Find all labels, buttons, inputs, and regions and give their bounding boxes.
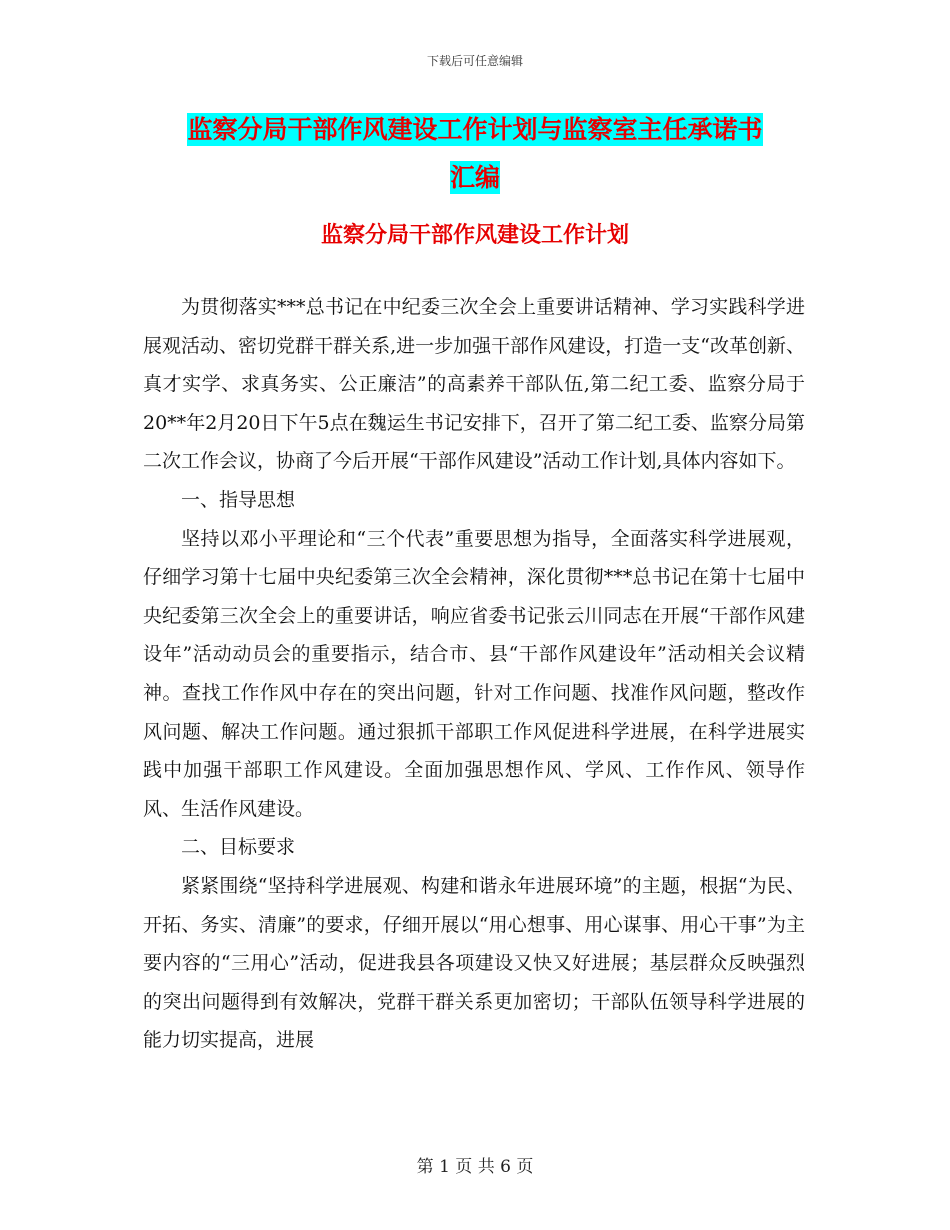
header-note: 下载后可任意编辑 — [426, 54, 523, 68]
paragraph-intro: 为贯彻落实***总书记在中纪委三次全会上重要讲话精神、学习实践科学进展观活动、密切党群干群关系,进一步加强干部作风建设，打造一支“改革创新、真才实学、求真务实、公正廉洁”的高素养干部队伍,第二纪工委、监察分局于20**年2月20日下午5点在魏运生书记安排下，召开了第二纪工委、监察分局第二次工作会议，协商了今后开展“干部作风建设”活动工作计划,具体内容如下。 — [143, 296, 805, 473]
title-line-2: 汇编 — [449, 163, 500, 192]
heading-guiding-ideology: 一、指导思想 — [181, 488, 296, 511]
section-title: 监察分局干部作风建设工作计划 — [320, 223, 629, 248]
title-line-1: 监察分局干部作风建设工作计划与监察室主任承诺书 — [187, 115, 763, 144]
document-title — [130, 106, 820, 202]
heading-goals: 二、目标要求 — [181, 836, 296, 859]
page-number: 第 1 页 共 6 页 — [416, 1157, 534, 1177]
paragraph-goals: 紧紧围绕“坚持科学进展观、构建和谐永年进展环境”的主题，根据“为民、开拓、务实、清廉”的要求，仔细开展以“用心想事、用心谋事、用心干事”为主要内容的“三用心”活动，促进我县各项建设又快又好进展；基层群众反映强烈的突出问题得到有效解决，党群干群关系更加密切；干部队伍领导科学进展的能力切实提高，进展 — [143, 874, 805, 1052]
paragraph-guiding-ideology: 坚持以邓小平理论和“三个代表”重要思想为指导，全面落实科学进展观，仔细学习第十七届中央纪委第三次全会精神，深化贯彻***总书记在第十七届中央纪委第三次全会上的重要讲话，响应省委书记张云川同志在开展“干部作风建设年”活动动员会的重要指示，结合市、县“干部作风建设年”活动相关会议精神。查找工作作风中存在的突出问题，针对工作问题、找准作风问题，整改作风问题、解决工作问题。通过狠抓干部职工作风促进科学进展，在科学进展实践中加强干部职工作风建设。全面加强思想作风、学风、工作作风、领导作风、生活作风建设。 — [143, 527, 805, 820]
document-body — [143, 288, 805, 1060]
